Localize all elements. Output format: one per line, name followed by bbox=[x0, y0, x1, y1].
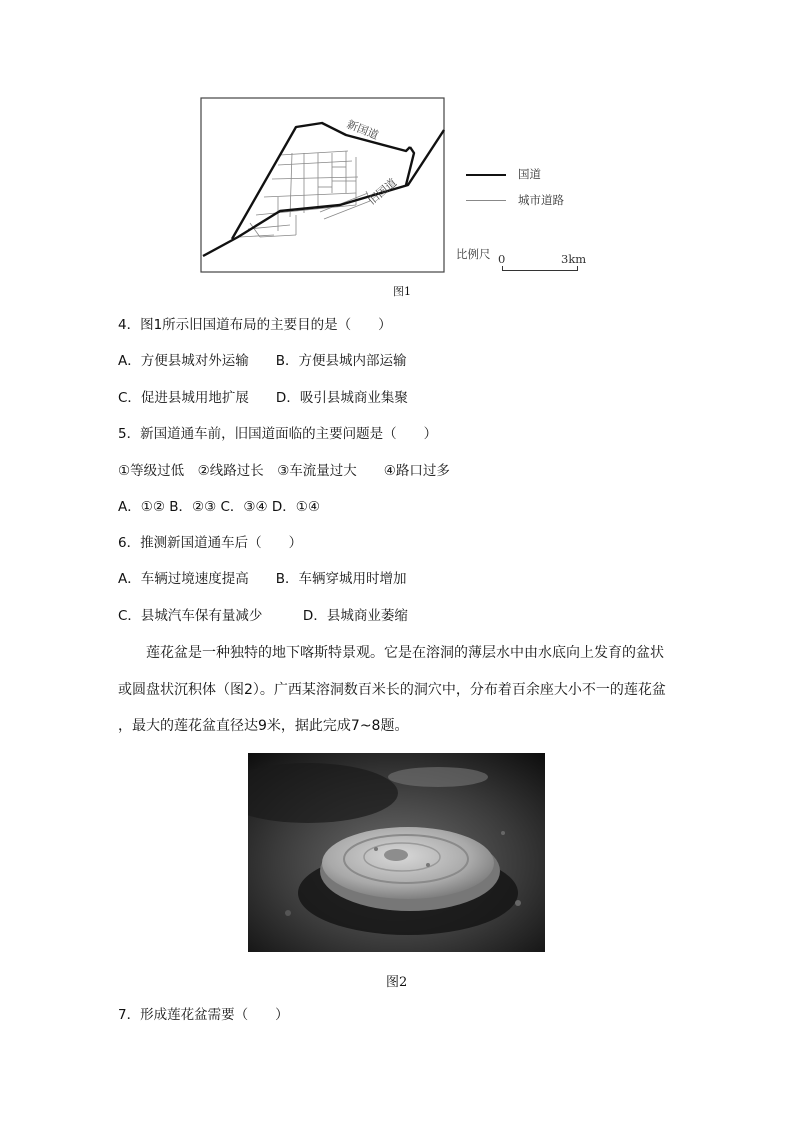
passage-line1: 莲花盆是一种独特的地下喀斯特景观。它是在溶洞的薄层水中由水底向上发育的盆状 bbox=[146, 645, 664, 661]
q5-stem: 5．新国道通车前，旧国道面临的主要问题是（ ） bbox=[118, 426, 438, 442]
scale-bar bbox=[502, 266, 578, 271]
legend bbox=[462, 164, 602, 214]
q5-statements: ①等级过低 ②线路过长 ③车流量过大 ④路口过多 bbox=[118, 463, 450, 479]
q6-options-row1: A．车辆过境速度提高 B．车辆穿城用时增加 bbox=[118, 571, 407, 587]
q7-stem: 7．形成莲花盆需要（ ） bbox=[118, 1007, 289, 1023]
q6-options-row2: C．县城汽车保有量减少 D．县城商业萎缩 bbox=[118, 608, 408, 624]
q4-options-row2: C．促进县城用地扩展 D．吸引县城商业集聚 bbox=[118, 390, 408, 406]
legend-national-label: 国道 bbox=[518, 167, 541, 181]
label-new-road: 新国道 bbox=[344, 117, 381, 143]
figure2-caption: 图2 bbox=[386, 975, 408, 990]
figure1-caption: 图1 bbox=[393, 285, 411, 298]
q4-stem: 4．图1所示旧国道布局的主要目的是（ ） bbox=[118, 317, 392, 333]
scale-max: 3km bbox=[561, 252, 587, 266]
q5-options: A．①② B．②③ C．③④ D．①④ bbox=[118, 499, 321, 515]
passage-line2: 或圆盘状沉积体（图2）。广西某溶洞数百米长的洞穴中，分布着百余座大小不一的莲花盆 bbox=[118, 682, 666, 698]
figure1-map bbox=[200, 97, 446, 274]
scale-label: 比例尺 bbox=[456, 247, 491, 261]
q6-stem: 6．推测新国道通车后（ ） bbox=[118, 535, 303, 551]
label-old-road: 旧国道 bbox=[365, 176, 400, 208]
q4-options-row1: A．方便县城对外运输 B．方便县城内部运输 bbox=[118, 353, 407, 369]
legend-national-line bbox=[466, 174, 506, 176]
scale-zero: 0 bbox=[498, 252, 506, 266]
legend-city-label: 城市道路 bbox=[518, 193, 564, 207]
figure2-photo bbox=[248, 753, 545, 952]
legend-city-line bbox=[466, 200, 506, 201]
passage-line3: ，最大的莲花盆直径达9米，据此完成7~8题。 bbox=[118, 718, 409, 734]
